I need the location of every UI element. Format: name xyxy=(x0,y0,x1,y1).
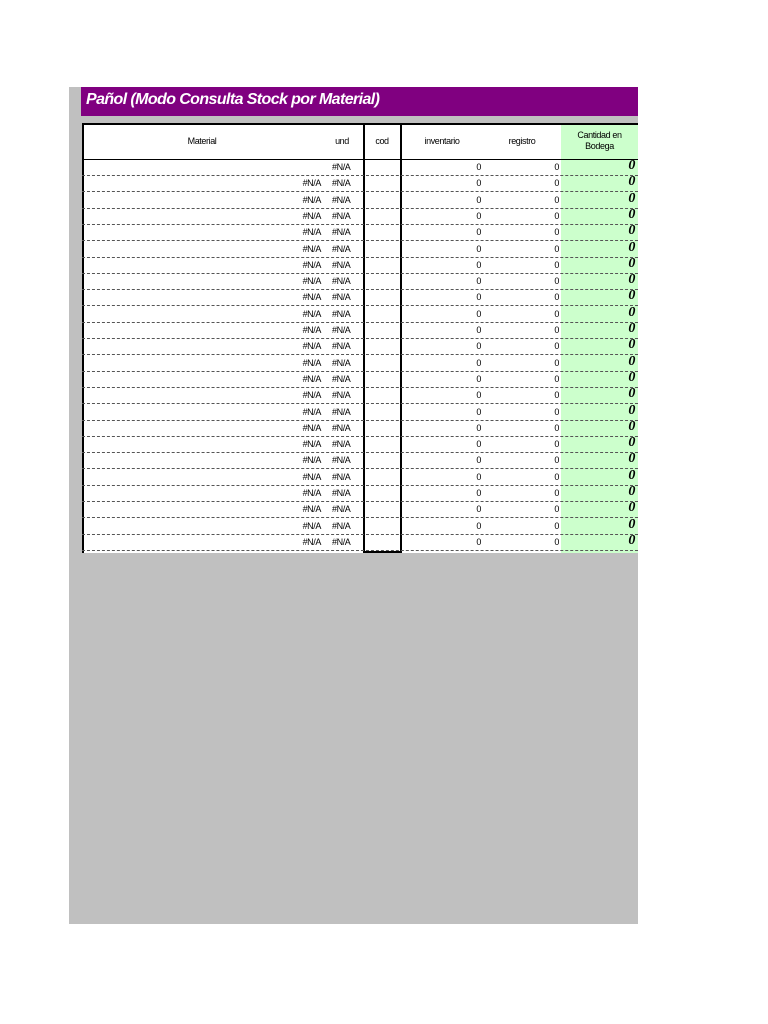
header-material[interactable] xyxy=(82,123,322,159)
cell-cantidad-en-bodega[interactable]: 0 xyxy=(628,255,635,271)
table-row[interactable] xyxy=(82,418,638,437)
cell-registro[interactable]: 0 xyxy=(554,406,559,417)
table-row[interactable] xyxy=(82,339,638,355)
cell-und[interactable]: #N/A xyxy=(332,341,351,352)
sheet-area xyxy=(69,87,638,924)
cell-registro[interactable]: 0 xyxy=(554,325,559,335)
cell-und[interactable]: #N/A xyxy=(332,406,351,417)
cell-registro[interactable]: 0 xyxy=(554,390,559,401)
header-cod[interactable] xyxy=(364,123,400,159)
cell-und[interactable]: #N/A xyxy=(332,455,351,466)
cell-cantidad-en-bodega[interactable]: 0 xyxy=(628,386,635,402)
table-row[interactable] xyxy=(82,160,638,176)
cell-registro[interactable]: 0 xyxy=(554,455,559,466)
cell-und[interactable]: #N/A xyxy=(332,210,351,221)
cell-und-lookup[interactable]: #N/A xyxy=(302,520,321,531)
cell-und-lookup[interactable]: #N/A xyxy=(302,259,321,270)
cell-inventario[interactable]: 0 xyxy=(476,504,481,515)
cell-registro[interactable]: 0 xyxy=(554,194,559,205)
cell-und-lookup[interactable]: #N/A xyxy=(302,536,321,547)
cell-cantidad-en-bodega[interactable]: 0 xyxy=(628,288,635,304)
cell-registro[interactable]: 0 xyxy=(554,520,559,531)
table-row[interactable] xyxy=(82,516,638,535)
cell-registro[interactable]: 0 xyxy=(554,471,559,482)
table-row[interactable] xyxy=(82,323,638,339)
cell-registro[interactable]: 0 xyxy=(554,488,559,498)
cell-und-lookup[interactable]: #N/A xyxy=(302,488,321,498)
cell-und-lookup[interactable]: #N/A xyxy=(302,227,321,238)
table-row[interactable] xyxy=(82,206,638,225)
table-row[interactable] xyxy=(82,467,638,486)
cell-und-lookup[interactable]: #N/A xyxy=(302,194,321,205)
cell-cantidad-en-bodega[interactable]: 0 xyxy=(628,418,635,434)
cell-cantidad-en-bodega[interactable]: 0 xyxy=(628,337,635,353)
cell-und[interactable]: #N/A xyxy=(332,373,351,384)
table-row[interactable] xyxy=(82,532,638,551)
cell-inventario[interactable]: 0 xyxy=(476,292,481,303)
table-row[interactable] xyxy=(82,225,638,241)
table-row[interactable] xyxy=(82,353,638,372)
cell-und-lookup[interactable]: #N/A xyxy=(302,276,321,287)
header-cantidad-label-line1: Cantidad en xyxy=(577,130,622,140)
cell-inventario[interactable]: 0 xyxy=(476,536,481,547)
cell-inventario[interactable]: 0 xyxy=(476,178,481,189)
cell-inventario[interactable]: 0 xyxy=(476,471,481,482)
cell-und[interactable]: #N/A xyxy=(332,357,351,368)
cell-cantidad-en-bodega[interactable]: 0 xyxy=(628,467,635,483)
table-row[interactable] xyxy=(82,369,638,388)
cell-und-lookup[interactable]: #N/A xyxy=(302,178,321,189)
table-row[interactable] xyxy=(82,453,638,469)
table-row[interactable] xyxy=(82,388,638,404)
cell-und[interactable]: #N/A xyxy=(332,227,351,238)
cell-cantidad-en-bodega[interactable]: 0 xyxy=(628,484,635,499)
cell-inventario[interactable]: 0 xyxy=(476,325,481,335)
cell-registro[interactable]: 0 xyxy=(554,178,559,189)
header-und-label: und xyxy=(335,135,349,146)
cell-inventario[interactable]: 0 xyxy=(476,439,481,450)
cell-registro[interactable]: 0 xyxy=(554,292,559,303)
cell-inventario[interactable]: 0 xyxy=(476,341,481,352)
cell-und[interactable]: #N/A xyxy=(332,178,351,189)
cell-und[interactable]: #N/A xyxy=(332,162,351,172)
stock-table xyxy=(82,123,638,553)
cell-und[interactable]: #N/A xyxy=(332,259,351,270)
cell-inventario[interactable]: 0 xyxy=(476,194,481,205)
cell-cantidad-en-bodega[interactable]: 0 xyxy=(628,223,635,239)
cell-und[interactable]: #N/A xyxy=(332,276,351,287)
table-row[interactable] xyxy=(82,290,638,306)
cell-inventario[interactable]: 0 xyxy=(476,210,481,221)
cell-inventario[interactable]: 0 xyxy=(476,422,481,433)
header-registro[interactable] xyxy=(492,123,552,159)
cell-und-lookup[interactable]: #N/A xyxy=(302,455,321,466)
cell-registro[interactable]: 0 xyxy=(554,357,559,368)
cell-registro[interactable]: 0 xyxy=(554,243,559,254)
cell-registro[interactable]: 0 xyxy=(554,276,559,287)
cell-und-lookup[interactable]: #N/A xyxy=(302,504,321,515)
cell-cantidad-en-bodega[interactable]: 0 xyxy=(628,451,635,467)
table-row[interactable] xyxy=(82,502,638,518)
cell-und-lookup[interactable]: #N/A xyxy=(302,292,321,303)
table-row[interactable] xyxy=(82,255,638,274)
header-inventario-label: inventario xyxy=(424,135,460,146)
table-row[interactable] xyxy=(82,239,638,258)
cell-cantidad-en-bodega[interactable]: 0 xyxy=(628,353,635,369)
cell-und-lookup[interactable]: #N/A xyxy=(302,308,321,319)
cell-registro[interactable]: 0 xyxy=(554,536,559,547)
header-cantidad-label-line2: Bodega xyxy=(585,141,614,151)
page-title: Pañol (Modo Consulta Stock por Material) xyxy=(86,91,380,108)
header-registro-label: registro xyxy=(508,135,536,146)
cell-inventario[interactable]: 0 xyxy=(476,455,481,466)
cell-inventario[interactable]: 0 xyxy=(476,373,481,384)
cell-und-lookup[interactable]: #N/A xyxy=(302,341,321,352)
header-und[interactable] xyxy=(327,123,357,159)
cell-und-lookup[interactable]: #N/A xyxy=(302,210,321,221)
cell-registro[interactable]: 0 xyxy=(554,162,559,172)
cod-bottom-border xyxy=(363,551,402,553)
cell-cantidad-en-bodega[interactable]: 0 xyxy=(628,206,635,222)
cell-und[interactable]: #N/A xyxy=(332,325,351,335)
table-row[interactable] xyxy=(82,402,638,421)
table-row[interactable] xyxy=(82,190,638,209)
cell-und-lookup[interactable]: #N/A xyxy=(302,390,321,401)
cell-inventario[interactable]: 0 xyxy=(476,406,481,417)
table-row[interactable] xyxy=(82,304,638,323)
cell-registro[interactable]: 0 xyxy=(554,439,559,450)
header-inventario[interactable] xyxy=(412,123,472,159)
cell-und[interactable]: #N/A xyxy=(332,308,351,319)
cell-cantidad-en-bodega[interactable]: 0 xyxy=(628,500,635,516)
cell-und[interactable]: #N/A xyxy=(332,471,351,482)
cell-registro[interactable]: 0 xyxy=(554,422,559,433)
cell-und-lookup[interactable]: #N/A xyxy=(302,325,321,335)
cell-cantidad-en-bodega[interactable]: 0 xyxy=(628,272,635,288)
cell-registro[interactable]: 0 xyxy=(554,504,559,515)
cell-und[interactable]: #N/A xyxy=(332,488,351,498)
cell-und[interactable]: #N/A xyxy=(332,520,351,531)
cell-und[interactable]: #N/A xyxy=(332,243,351,254)
row-divider xyxy=(82,550,638,551)
cell-cantidad-en-bodega[interactable]: 0 xyxy=(628,532,635,548)
header-cod-label: cod xyxy=(375,135,389,146)
cell-registro[interactable]: 0 xyxy=(554,341,559,352)
cell-cantidad-en-bodega[interactable]: 0 xyxy=(628,516,635,532)
cell-und-lookup[interactable]: #N/A xyxy=(302,243,321,254)
table-row[interactable] xyxy=(82,486,638,502)
cell-und[interactable]: #N/A xyxy=(332,536,351,547)
cell-und[interactable]: #N/A xyxy=(332,422,351,433)
cell-registro[interactable]: 0 xyxy=(554,373,559,384)
cell-inventario[interactable]: 0 xyxy=(476,227,481,238)
cell-cantidad-en-bodega[interactable]: 0 xyxy=(628,158,635,173)
cell-inventario[interactable]: 0 xyxy=(476,390,481,401)
cell-und[interactable]: #N/A xyxy=(332,504,351,515)
cell-und-lookup[interactable]: #N/A xyxy=(302,439,321,450)
cell-registro[interactable]: 0 xyxy=(554,308,559,319)
cell-inventario[interactable]: 0 xyxy=(476,357,481,368)
header-material-label: Material xyxy=(187,135,217,146)
cell-cantidad-en-bodega[interactable]: 0 xyxy=(628,369,635,385)
cell-und-lookup[interactable]: #N/A xyxy=(302,471,321,482)
table-row[interactable] xyxy=(82,176,638,192)
cell-cantidad-en-bodega[interactable]: 0 xyxy=(628,174,635,190)
cell-inventario[interactable]: 0 xyxy=(476,308,481,319)
cell-inventario[interactable]: 0 xyxy=(476,162,481,172)
cell-und-lookup[interactable]: #N/A xyxy=(302,373,321,384)
cell-und-lookup[interactable]: #N/A xyxy=(302,357,321,368)
cell-inventario[interactable]: 0 xyxy=(476,276,481,287)
title-banner xyxy=(81,87,638,116)
cell-cantidad-en-bodega[interactable]: 0 xyxy=(628,321,635,336)
cell-cantidad-en-bodega[interactable]: 0 xyxy=(628,239,635,255)
header-cantidad-en-bodega[interactable] xyxy=(561,123,638,159)
cell-und-lookup[interactable]: #N/A xyxy=(302,406,321,417)
table-row[interactable] xyxy=(82,437,638,453)
cell-cantidad-en-bodega[interactable]: 0 xyxy=(628,190,635,206)
cell-und[interactable]: #N/A xyxy=(332,390,351,401)
cell-und[interactable]: #N/A xyxy=(332,439,351,450)
cell-inventario[interactable]: 0 xyxy=(476,259,481,270)
cell-inventario[interactable]: 0 xyxy=(476,520,481,531)
table-row[interactable] xyxy=(82,274,638,290)
cell-und[interactable]: #N/A xyxy=(332,194,351,205)
cell-und[interactable]: #N/A xyxy=(332,292,351,303)
cell-cantidad-en-bodega[interactable]: 0 xyxy=(628,435,635,451)
cell-cantidad-en-bodega[interactable]: 0 xyxy=(628,304,635,320)
cell-inventario[interactable]: 0 xyxy=(476,243,481,254)
cell-und-lookup[interactable]: #N/A xyxy=(302,422,321,433)
cell-cantidad-en-bodega[interactable]: 0 xyxy=(628,402,635,418)
cell-inventario[interactable]: 0 xyxy=(476,488,481,498)
cell-registro[interactable]: 0 xyxy=(554,259,559,270)
cell-registro[interactable]: 0 xyxy=(554,210,559,221)
cell-registro[interactable]: 0 xyxy=(554,227,559,238)
table-top-border xyxy=(82,123,638,125)
